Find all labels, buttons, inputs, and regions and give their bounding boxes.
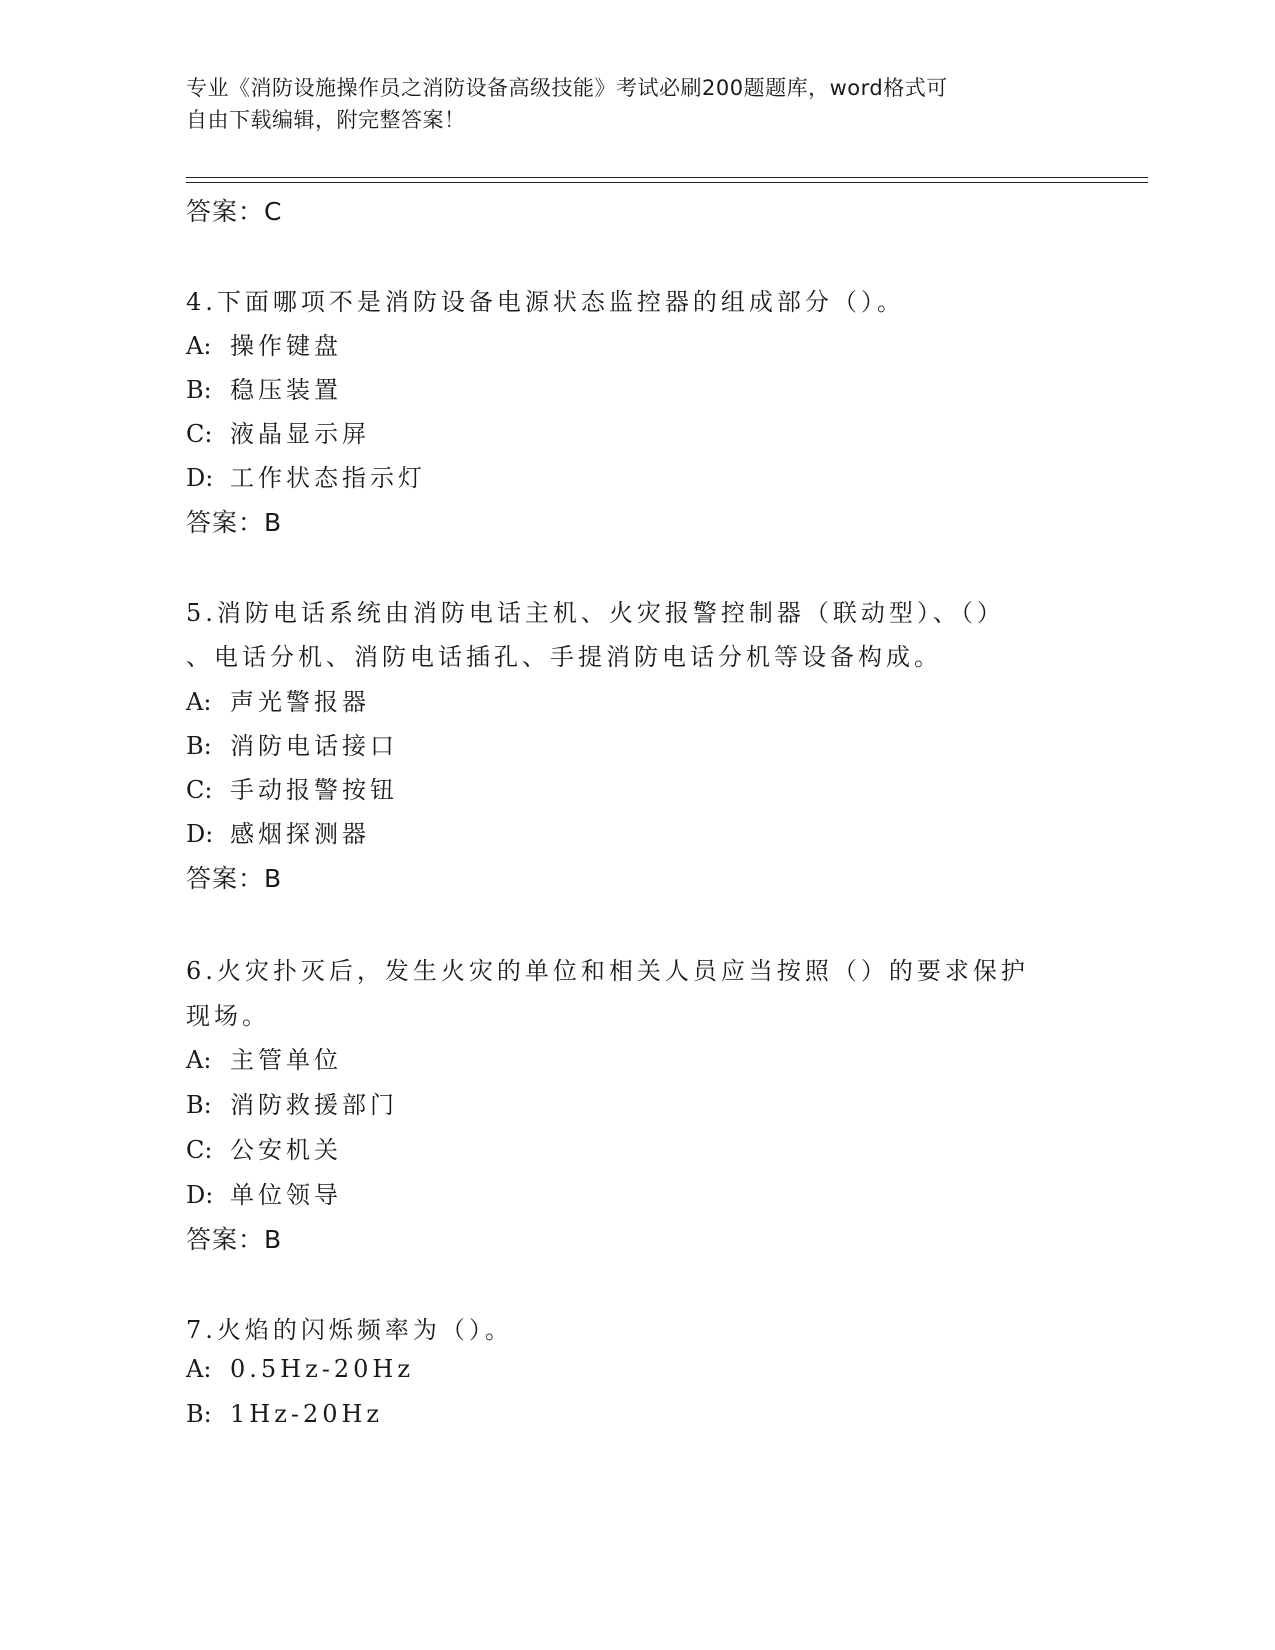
- option-letter: A:: [186, 332, 212, 360]
- option-letter: C:: [186, 776, 213, 804]
- option-letter: A:: [186, 1046, 212, 1074]
- option-letter: D:: [186, 820, 214, 848]
- question-7-option-a: [186, 1355, 414, 1383]
- question-5-stem-line-1: 5.消防电话系统由消防电话主机、火灾报警控制器（联动型）、（）: [186, 599, 1005, 627]
- answer-q4: 答案：B: [186, 508, 283, 537]
- option-letter: B:: [186, 1091, 212, 1119]
- option-text: 0.5Hz-20Hz: [230, 1355, 414, 1383]
- question-4-option-b: [186, 370, 342, 405]
- option-letter: B:: [186, 732, 212, 760]
- option-letter: A:: [186, 1355, 212, 1383]
- question-5-option-d: [186, 814, 370, 849]
- option-letter: C:: [186, 1136, 213, 1164]
- option-text: 液晶显示屏: [230, 420, 370, 448]
- option-text: 消防救援部门: [230, 1091, 398, 1119]
- question-4-option-d: [186, 458, 426, 493]
- question-6-option-b: [186, 1085, 398, 1120]
- question-7-stem: 7.火焰的闪烁频率为（）。: [186, 1316, 513, 1344]
- option-letter: C:: [186, 420, 213, 448]
- option-letter: B:: [186, 1400, 212, 1428]
- question-4-stem: 4.下面哪项不是消防设备电源状态监控器的组成部分（）。: [186, 288, 905, 316]
- option-text: 工作状态指示灯: [230, 464, 426, 492]
- option-text: 手动报警按钮: [230, 776, 398, 804]
- question-5-option-a: [186, 682, 370, 717]
- question-6-stem-line-2: 现场。: [186, 1002, 270, 1030]
- question-5-option-b: [186, 726, 398, 761]
- question-5-stem-line-2: 、电话分机、消防电话插孔、手提消防电话分机等设备构成。: [186, 643, 942, 671]
- document-header: [186, 72, 1066, 136]
- option-text: 感烟探测器: [230, 820, 370, 848]
- option-text: 主管单位: [230, 1046, 342, 1074]
- answer-q6: 答案：B: [186, 1225, 283, 1254]
- option-text: 稳压装置: [230, 376, 342, 404]
- header-rule-top: [186, 177, 1148, 178]
- option-text: 操作键盘: [230, 332, 342, 360]
- question-7-option-b: [186, 1400, 383, 1428]
- header-line-1: 专业《消防设施操作员之消防设备高级技能》考试必刷200题题库，word格式可: [186, 76, 948, 100]
- question-6-option-c: [186, 1130, 342, 1165]
- question-4-option-a: [186, 326, 342, 361]
- question-4-option-c: [186, 414, 370, 449]
- question-6-option-a: [186, 1040, 342, 1075]
- option-text: 公安机关: [230, 1136, 342, 1164]
- answer-q5: 答案：B: [186, 864, 283, 893]
- question-6-option-d: [186, 1175, 342, 1210]
- option-letter: D:: [186, 464, 214, 492]
- header-rule-bottom: [186, 182, 1148, 183]
- option-text: 单位领导: [230, 1181, 342, 1209]
- option-text: 声光警报器: [230, 688, 370, 716]
- option-text: 消防电话接口: [230, 732, 398, 760]
- question-5-option-c: [186, 770, 398, 805]
- option-text: 1Hz-20Hz: [230, 1400, 384, 1428]
- answer-q3: 答案：C: [186, 197, 283, 226]
- header-line-2: 自由下载编辑，附完整答案！: [186, 108, 466, 132]
- option-letter: A:: [186, 688, 212, 716]
- question-6-stem-line-1: 6.火灾扑灭后，发生火灾的单位和相关人员应当按照（）的要求保护: [186, 957, 1029, 985]
- option-letter: B:: [186, 376, 212, 404]
- option-letter: D:: [186, 1181, 214, 1209]
